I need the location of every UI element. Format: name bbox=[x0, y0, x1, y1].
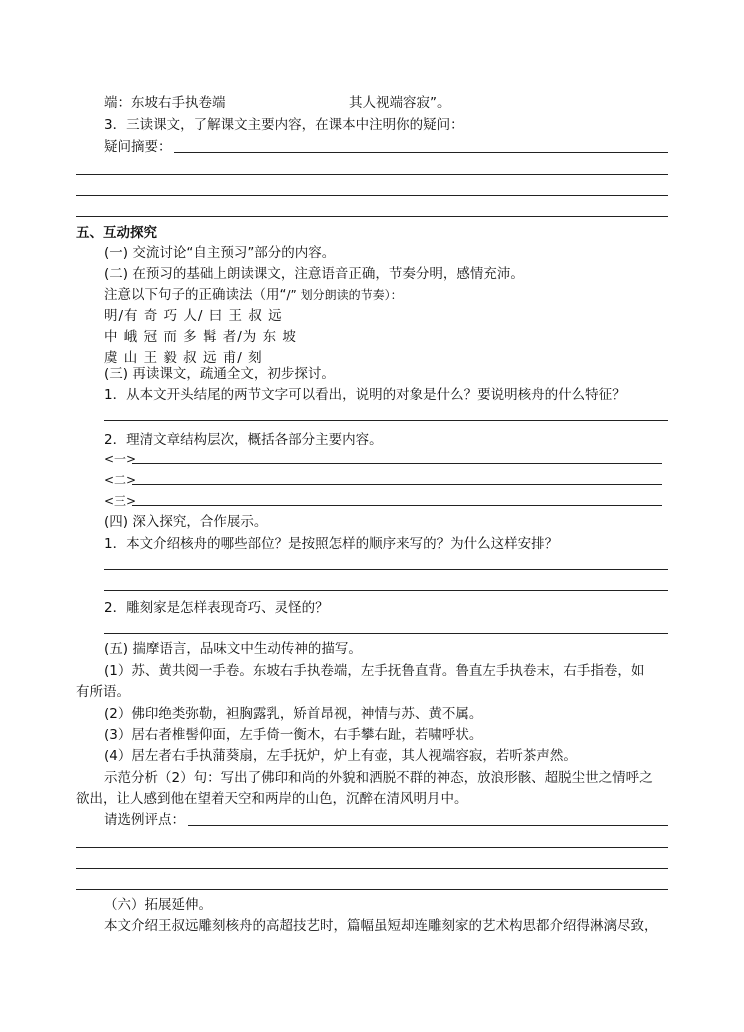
question: 2．雕刻家是怎样表现奇巧、灵怪的？ bbox=[104, 600, 329, 616]
answer-line bbox=[104, 569, 668, 570]
answer-line bbox=[104, 590, 668, 591]
task-3: 3．三读课文，了解课文主要内容，在课本中注明你的疑问： bbox=[104, 117, 464, 133]
answer-line bbox=[76, 847, 668, 848]
section-heading: 五、互动探究 bbox=[76, 225, 157, 241]
example-sentence: (1）苏、黄共阅一手卷。东坡右手执卷端，左手抚鲁直背。鲁直左手执卷末，右手指卷，如 bbox=[104, 663, 645, 679]
example-sentence: (2）佛印绝类弥勒，袒胸露乳，矫首昂视，神情与苏、黄不属。 bbox=[104, 706, 483, 722]
structure-label: <三> bbox=[104, 494, 137, 508]
answer-line bbox=[76, 868, 668, 869]
answer-line bbox=[188, 825, 668, 826]
answer-line bbox=[76, 174, 668, 175]
answer-line bbox=[104, 420, 668, 421]
answer-line bbox=[174, 152, 668, 153]
answer-line bbox=[76, 216, 668, 217]
answer-line bbox=[132, 505, 662, 506]
structure-label: <二> bbox=[104, 473, 137, 487]
answer-line bbox=[104, 633, 668, 634]
paragraph-sub: /” 划分朗读的节奏）： bbox=[286, 288, 403, 302]
paragraph: (二) 在预习的基础上朗读课文，注意语音正确，节奏分明，感情充沛。 bbox=[104, 266, 524, 282]
reading-line: 虞 山 王 毅 叔 远 甫/ 刻 bbox=[104, 350, 263, 366]
paragraph: (五) 揣摩语言，品味文中生动传神的描写。 bbox=[104, 641, 362, 657]
answer-line bbox=[76, 195, 668, 196]
example-sentence: (4）居左者右手执蒲葵扇，左手抚炉，炉上有壶，其人视端容寂，若听茶声然。 bbox=[104, 748, 577, 764]
question: 1．本文介绍核舟的哪些部位？是按照怎样的顺序来写的？为什么这样安排？ bbox=[104, 536, 559, 552]
answer-line bbox=[76, 889, 668, 890]
paragraph: (三) 再读课文，疏通全文，初步探讨。 bbox=[104, 366, 335, 382]
text-line-duan: 端：东坡右手执卷端 bbox=[104, 95, 226, 111]
paragraph: （六）拓展延伸。 bbox=[104, 897, 212, 913]
reading-line: 中 峨 冠 而 多 髯 者/为 东 坡 bbox=[104, 329, 297, 345]
example-sentence-cont: 有所语。 bbox=[76, 684, 130, 700]
model-analysis-cont: 欲出，让人感到他在望着天空和两岸的山色，沉醉在清风明月中。 bbox=[76, 791, 468, 807]
paragraph bbox=[104, 287, 403, 303]
paragraph: (四) 深入探究，合作展示。 bbox=[104, 514, 268, 530]
answer-line bbox=[132, 463, 662, 464]
reading-line: 明/有 奇 巧 人/ 曰 王 叔 远 bbox=[104, 308, 283, 324]
question: 1．从本文开头结尾的两节文字可以看出，说明的对象是什么？要说明核舟的什么特征？ bbox=[104, 387, 626, 403]
doubt-label: 疑问摘要： bbox=[104, 139, 172, 155]
comment-label: 请选例评点： bbox=[104, 812, 185, 828]
paragraph-main: 注意以下句子的正确读法（用“ bbox=[104, 287, 287, 303]
model-analysis: 示范分析（2）句：写出了佛印和尚的外貌和洒脱不群的神态，放浪形骸、超脱尘世之情呼之 bbox=[104, 770, 653, 786]
paragraph: (一) 交流讨论“自主预习”部分的内容。 bbox=[104, 245, 336, 261]
question: 2．理清文章结构层次，概括各部分主要内容。 bbox=[104, 432, 383, 448]
structure-label: <一> bbox=[104, 452, 137, 466]
answer-line bbox=[132, 484, 662, 485]
paragraph: 本文介绍王叔远雕刻核舟的高超技艺时，篇幅虽短却连雕刻家的艺术构思都介绍得淋漓尽致， bbox=[104, 918, 658, 934]
example-sentence: (3）居右者椎髻仰面，左手倚一衡木，右手攀右趾，若啸呼状。 bbox=[104, 727, 483, 743]
text-line-duan-right: 其人视端容寂”。 bbox=[349, 95, 451, 111]
